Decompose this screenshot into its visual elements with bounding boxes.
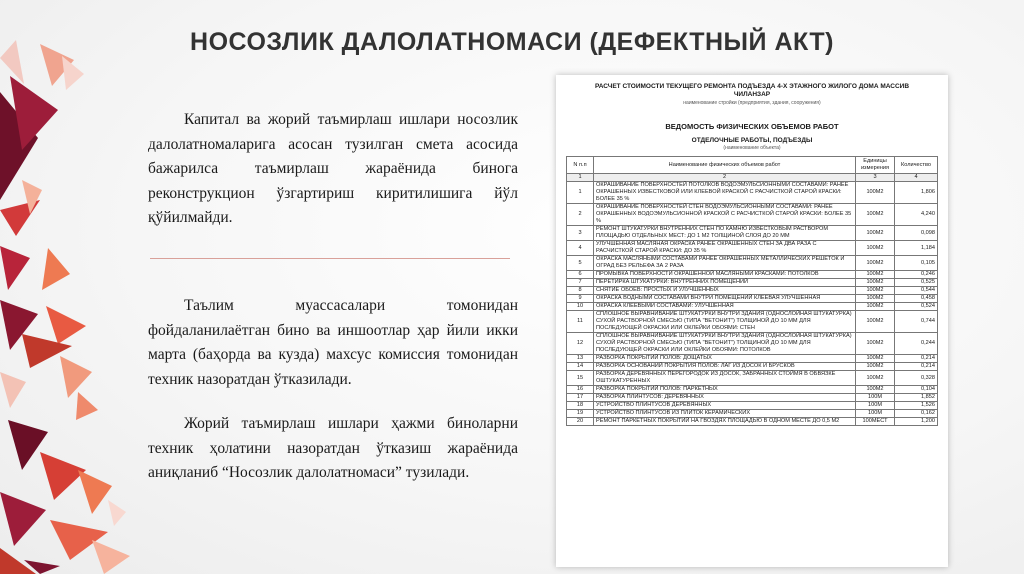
- row-work-name: РАЗБОРКА ПЛИНТУСОВ: ДЕРЕВЯННЫХ: [594, 394, 856, 402]
- row-unit: 100М2: [856, 371, 895, 386]
- row-unit: 100М: [856, 402, 895, 410]
- table-row: [567, 226, 938, 241]
- row-unit: 100М2: [856, 311, 895, 333]
- row-quantity: 0,246: [895, 271, 938, 279]
- row-work-name: РЕМОНТ ПАРКЕТНЫХ ПОКРЫТИЙ НА ГВОЗДЯХ ПЛОЩАДЬЮ В ОДНОМ МЕСТЕ ДО 0,5 М2: [594, 418, 856, 426]
- column-header-name: Наименование физических объемов работ: [594, 157, 856, 174]
- column-header-number: N п.п: [567, 157, 594, 174]
- row-unit: 100М2: [856, 287, 895, 295]
- row-number: 7: [567, 279, 594, 287]
- table-row: [567, 311, 938, 333]
- table-row: [567, 371, 938, 386]
- table-row: [567, 355, 938, 363]
- row-number: 6: [567, 271, 594, 279]
- table-row: [567, 204, 938, 226]
- table-row: [567, 410, 938, 418]
- row-quantity: 0,328: [895, 371, 938, 386]
- row-number: 8: [567, 287, 594, 295]
- row-number: 15: [567, 371, 594, 386]
- row-unit: 100М2: [856, 295, 895, 303]
- table-row: [567, 271, 938, 279]
- row-work-name: ПРОМЫВКА ПОВЕРХНОСТИ ОКРАШЕННОЙ МАСЛЯНЫМИ КРАСКАМИ: ПОТОЛКОВ: [594, 271, 856, 279]
- row-quantity: 0,162: [895, 410, 938, 418]
- document-header-line2: ЧИЛАНЗАР: [733, 91, 771, 98]
- paragraph-inspection: Таълим муассасалари томонидан фойдаланилаётган бино ва иншоотлар ҳар йили икки марта (баҳорда ва кузда) махсус комиссия томонидан техник назоратдан ўтказилади.: [148, 297, 518, 388]
- row-work-name: УСТРОЙСТВО ПЛИНТУСОВ ДЕРЕВЯННЫХ: [594, 402, 856, 410]
- column-header-unit: Единицы измерения: [856, 157, 895, 174]
- row-work-name: ПЕРЕТИРКА ШТУКАТУРКИ: ВНУТРЕННИХ ПОМЕЩЕНИЙ: [594, 279, 856, 287]
- row-unit: 100М2: [856, 363, 895, 371]
- row-work-name: СПЛОШНОЕ ВЫРАВНИВАНИЕ ШТУКАТУРКИ ВНУТРИ ЗДАНИЯ (ОДНОСЛОЙНАЯ ШТУКАТУРКА) СУХОЙ РАСТВОРНОЙ СМЕСЬЮ (ТИПА "ВЕТОНИТ") ТОЛЩИНОЙ ДО 10 ММ ДЛЯ ПОСЛЕДУЮЩЕЙ ОКРАСКИ ИЛИ ОКЛЕЙКИ ОБОЯМИ: СТЕН: [594, 311, 856, 333]
- row-work-name: СНЯТИЕ ОБОЕВ: ПРОСТЫХ И УЛУЧШЕННЫХ: [594, 287, 856, 295]
- row-quantity: 0,744: [895, 311, 938, 333]
- row-work-name: СПЛОШНОЕ ВЫРАВНИВАНИЕ ШТУКАТУРКИ ВНУТРИ ЗДАНИЯ (ОДНОСЛОЙНАЯ ШТУКАТУРКА) СУХОЙ РАСТВОРНОЙ СМЕСЬЮ (ТИПА "ВЕТОНИТ") ТОЛЩИНОЙ ДО 10 ММ ДЛЯ ПОСЛЕДУЮЩЕЙ ОКРАСКИ ИЛИ ОКЛЕЙКИ ОБОЯМИ: ПОТОЛКОВ: [594, 333, 856, 355]
- row-quantity: 1,806: [895, 182, 938, 204]
- table-row: [567, 182, 938, 204]
- row-quantity: 1,852: [895, 394, 938, 402]
- row-number: 16: [567, 386, 594, 394]
- defect-act-document-image: [556, 75, 948, 567]
- row-unit: 100М2: [856, 256, 895, 271]
- row-number: 19: [567, 410, 594, 418]
- row-work-name: УСТРОЙСТВО ПЛИНТУСОВ ИЗ ПЛИТОК КЕРАМИЧЕСКИХ: [594, 410, 856, 418]
- table-row: [567, 256, 938, 271]
- row-work-name: РЕМОНТ ШТУКАТУРКИ ВНУТРЕННИХ СТЕН ПО КАМНЮ ИЗВЕСТКОВЫМ РАСТВОРОМ ПЛОЩАДЬЮ ОТДЕЛЬНЫХ МЕСТ: ДО 1 М2 ТОЛЩИНОЙ СЛОЯ ДО 20 ММ: [594, 226, 856, 241]
- row-work-name: РАЗБОРКА ПОКРЫТИЙ ПОЛОВ: ДОЩАТЫХ: [594, 355, 856, 363]
- row-unit: 100М2: [856, 182, 895, 204]
- row-quantity: 0,098: [895, 226, 938, 241]
- table-row: [567, 394, 938, 402]
- table-row: [567, 295, 938, 303]
- row-work-name: РАЗБОРКА ПОКРЫТИЙ ПОЛОВ: ПАРКЕТНЫХ: [594, 386, 856, 394]
- row-number: 14: [567, 363, 594, 371]
- table-row: [567, 402, 938, 410]
- row-number: 11: [567, 311, 594, 333]
- table-row: [567, 279, 938, 287]
- table-row: [567, 303, 938, 311]
- row-quantity: 0,525: [895, 279, 938, 287]
- row-number: 17: [567, 394, 594, 402]
- document-header-caption: наименование стройки (предприятия, здания, сооружения): [683, 100, 821, 106]
- row-quantity: 0,104: [895, 386, 938, 394]
- row-work-name: ОКРАСКА ВОДНЫМИ СОСТАВАМИ ВНУТРИ ПОМЕЩЕНИЙ КЛЕЕВАЯ УЛУЧШЕННАЯ: [594, 295, 856, 303]
- row-unit: 100М2: [856, 279, 895, 287]
- row-quantity: 0,214: [895, 363, 938, 371]
- works-volume-table: [566, 156, 938, 426]
- decorative-triangles: [0, 0, 140, 574]
- row-number: 20: [567, 418, 594, 426]
- row-quantity: 0,524: [895, 303, 938, 311]
- row-unit: 100М2: [856, 226, 895, 241]
- document-section-title: ОТДЕЛОЧНЫЕ РАБОТЫ, ПОДЪЕЗДЫ: [691, 137, 813, 144]
- row-unit: 100МЕСТ: [856, 418, 895, 426]
- document-section-caption: (наименование объекта): [723, 145, 781, 151]
- row-unit: 100М2: [856, 386, 895, 394]
- column-number: 1: [567, 174, 594, 182]
- row-work-name: УЛУЧШЕННАЯ МАСЛЯНАЯ ОКРАСКА РАНЕЕ ОКРАШЕННЫХ СТЕН ЗА ДВА РАЗА С РАСЧИСТКОЙ СТАРОЙ КРАСКИ: ДО 35 %: [594, 241, 856, 256]
- paragraph-defect-act: Жорий таъмирлаш ишлари ҳажми биноларни техник ҳолатини назоратдан ўтказиш жараёнида аниқланиб “Носозлик далолатномаси” тузилади.: [148, 415, 518, 481]
- row-unit: 100М2: [856, 204, 895, 226]
- table-body: [567, 182, 938, 426]
- row-quantity: 0,544: [895, 287, 938, 295]
- table-row: [567, 363, 938, 371]
- row-work-name: ОКРАСКА КЛЕЕВЫМИ СОСТАВАМИ: УЛУЧШЕННАЯ: [594, 303, 856, 311]
- column-number: 2: [594, 174, 856, 182]
- row-unit: 100М: [856, 410, 895, 418]
- row-work-name: ОКРАШИВАНИЕ ПОВЕРХНОСТЕЙ ПОТОЛКОВ ВОДОЭМУЛЬСИОННЫМИ СОСТАВАМИ: РАНЕЕ ОКРАШЕННЫХ ИЗВЕСТКОВОЙ ИЛИ КЛЕЕВОЙ КРАСКОЙ С РАСЧИСТКОЙ СТАРОЙ КРАСКИ: БОЛЕЕ 35 %: [594, 182, 856, 204]
- row-quantity: 0,105: [895, 256, 938, 271]
- document-header-line1: РАСЧЕТ СТОИМОСТИ ТЕКУЩЕГО РЕМОНТА ПОДЪЕЗДА 4-Х ЭТАЖНОГО ЖИЛОГО ДОМА МАССИВ: [594, 83, 910, 90]
- table-header-row: [567, 157, 938, 174]
- column-number: 3: [856, 174, 895, 182]
- row-number: 1: [567, 182, 594, 204]
- table-row: [567, 333, 938, 355]
- table-row: [567, 418, 938, 426]
- row-quantity: 0,458: [895, 295, 938, 303]
- row-quantity: 0,244: [895, 333, 938, 355]
- row-quantity: 4,240: [895, 204, 938, 226]
- row-number: 9: [567, 295, 594, 303]
- table-row: [567, 287, 938, 295]
- row-number: 18: [567, 402, 594, 410]
- column-number-row: [567, 174, 938, 182]
- column-number: 4: [895, 174, 938, 182]
- row-number: 4: [567, 241, 594, 256]
- table-row: [567, 386, 938, 394]
- row-unit: 100М2: [856, 241, 895, 256]
- row-work-name: РАЗБОРКА ОСНОВАНИЙ ПОКРЫТИЯ ПОЛОВ: ЛАГ ИЗ ДОСОК И БРУСКОВ: [594, 363, 856, 371]
- section-divider: [150, 258, 510, 259]
- row-quantity: 1,200: [895, 418, 938, 426]
- document-vedomost-title: ВЕДОМОСТЬ ФИЗИЧЕСКИХ ОБЪЕМОВ РАБОТ: [665, 122, 839, 131]
- slide-title: НОСОЗЛИК ДАЛОЛАТНОМАСИ (ДЕФЕКТНЫЙ АКТ): [190, 28, 834, 56]
- row-number: 13: [567, 355, 594, 363]
- table-row: [567, 241, 938, 256]
- row-number: 3: [567, 226, 594, 241]
- row-quantity: 1,526: [895, 402, 938, 410]
- row-unit: 100М2: [856, 333, 895, 355]
- column-header-quantity: Количество: [895, 157, 938, 174]
- row-work-name: ОКРАШИВАНИЕ ПОВЕРХНОСТЕЙ СТЕН ВОДОЭМУЛЬСИОННЫМИ СОСТАВАМИ: РАНЕЕ ОКРАШЕННЫХ ВОДОЭМУЛЬСИОННОЙ КРАСКОЙ С РАСЧИСТКОЙ СТАРОЙ КРАСКИ: БОЛЕЕ 35 %: [594, 204, 856, 226]
- row-unit: 100М2: [856, 303, 895, 311]
- row-quantity: 1,184: [895, 241, 938, 256]
- row-number: 2: [567, 204, 594, 226]
- row-work-name: РАЗБОРКА ДЕРЕВЯННЫХ ПЕРЕГОРОДОК ИЗ ДОСОК, ЗАБРАННЫХ СТОЙМЯ В ОБВЯЗКЕ ОШТУКАТУРЕННЫХ: [594, 371, 856, 386]
- paragraph-capital-repair: Капитал ва жорий таъмирлаш ишлари носозлик далолатномаларига асосан тузилган смета асосида бажарилса таъмирлаш жараёнида бинога реконструкцион ўзгартириш киритилишига йўл қўйилмайди.: [148, 111, 518, 226]
- row-unit: 100М2: [856, 271, 895, 279]
- row-work-name: ОКРАСКА МАСЛЯНЫМИ СОСТАВАМИ РАНЕЕ ОКРАШЕННЫХ МЕТАЛЛИЧЕСКИХ РЕШЕТОК И ОГРАД БЕЗ РЕЛЬЕФА ЗА 2 РАЗА: [594, 256, 856, 271]
- row-number: 10: [567, 303, 594, 311]
- row-quantity: 0,214: [895, 355, 938, 363]
- row-unit: 100М: [856, 394, 895, 402]
- row-number: 5: [567, 256, 594, 271]
- row-unit: 100М2: [856, 355, 895, 363]
- row-number: 12: [567, 333, 594, 355]
